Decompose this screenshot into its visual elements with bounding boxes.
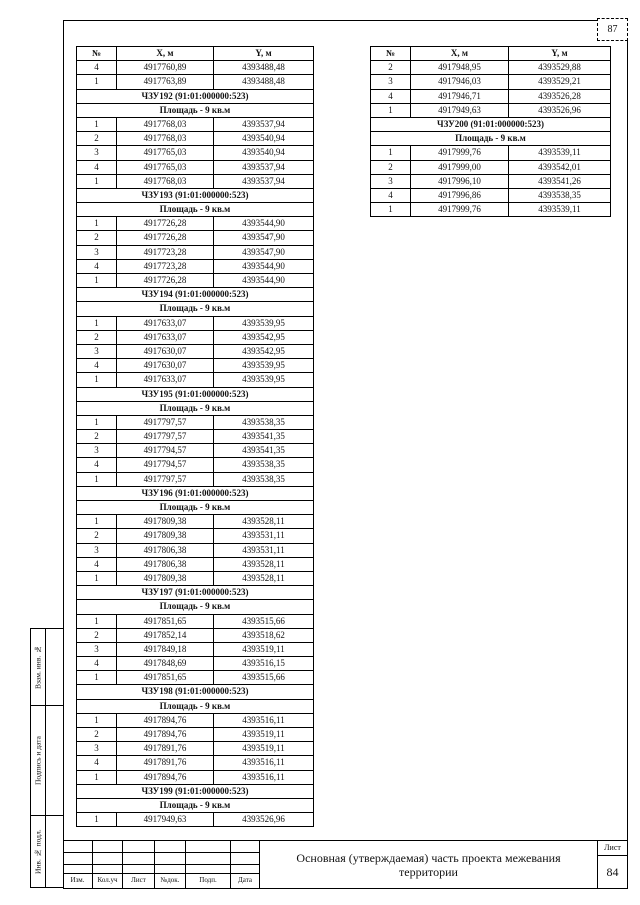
x-coordinate: 4917891,76 — [117, 756, 214, 770]
x-coordinate: 4917763,89 — [117, 75, 214, 89]
section-title: Площадь - 9 кв.м — [77, 799, 314, 813]
table-row — [371, 61, 611, 75]
y-coordinate: 4393526,28 — [509, 90, 611, 104]
y-coordinate: 4393516,11 — [214, 714, 314, 728]
point-number: 1 — [77, 217, 117, 231]
y-coordinate: 4393547,90 — [214, 246, 314, 260]
page-number-top: 87 — [597, 18, 628, 41]
stamp-cell — [63, 841, 93, 853]
y-coordinate: 4393529,88 — [509, 61, 611, 75]
x-coordinate: 4917630,07 — [117, 345, 214, 359]
table-row — [77, 643, 314, 657]
x-coordinate: 4917851,65 — [117, 615, 214, 629]
section-title-row — [77, 700, 314, 714]
section-title-row — [77, 501, 314, 515]
x-coordinate: 4917723,28 — [117, 260, 214, 274]
x-coordinate: 4917946,03 — [411, 75, 509, 89]
sheet-number: 84 — [606, 865, 619, 879]
point-number: 1 — [77, 373, 117, 387]
table-row — [77, 175, 314, 189]
section-title: ЧЗУ198 (91:01:000000:523) — [77, 685, 314, 699]
stamp-cell — [155, 865, 186, 874]
y-coordinate: 4393531,11 — [214, 544, 314, 558]
stamp-label-signature: Подп. — [186, 874, 231, 888]
point-number: 3 — [371, 75, 411, 89]
table-row — [371, 90, 611, 104]
point-number: 2 — [371, 61, 411, 75]
stamp-cell — [231, 841, 260, 853]
point-number: 1 — [371, 203, 411, 217]
header-number: № — [77, 47, 117, 61]
point-number: 4 — [371, 90, 411, 104]
section-title-row — [77, 288, 314, 302]
y-coordinate: 4393539,95 — [214, 359, 314, 373]
stamp-cell — [123, 841, 155, 853]
y-coordinate: 4393538,35 — [214, 458, 314, 472]
table-row — [77, 246, 314, 260]
x-coordinate: 4917894,76 — [117, 771, 214, 785]
table-row — [77, 771, 314, 785]
x-coordinate: 4917891,76 — [117, 742, 214, 756]
x-coordinate: 4917948,95 — [411, 61, 509, 75]
section-title-row — [77, 402, 314, 416]
point-number: 1 — [77, 671, 117, 685]
x-coordinate: 4917794,57 — [117, 458, 214, 472]
y-coordinate: 4393542,95 — [214, 331, 314, 345]
point-number: 1 — [77, 572, 117, 586]
table-row — [77, 714, 314, 728]
x-coordinate: 4917949,63 — [117, 813, 214, 827]
y-coordinate: 4393539,11 — [509, 203, 611, 217]
point-number: 2 — [77, 529, 117, 543]
table-row — [371, 175, 611, 189]
stamp-cell — [231, 853, 260, 865]
table-row — [77, 217, 314, 231]
y-coordinate: 4393529,21 — [509, 75, 611, 89]
y-coordinate: 4393538,35 — [214, 473, 314, 487]
replacement-inventory-label: Взам. инв. № — [33, 644, 43, 690]
table-row — [77, 458, 314, 472]
stamp-cell — [186, 853, 231, 865]
stamp-cell — [155, 841, 186, 853]
table-row — [77, 572, 314, 586]
header-x: X, м — [117, 47, 214, 61]
y-coordinate: 4393488,48 — [214, 75, 314, 89]
y-coordinate: 4393537,94 — [214, 118, 314, 132]
section-title-row — [77, 388, 314, 402]
point-number: 4 — [77, 458, 117, 472]
section-title: ЧЗУ197 (91:01:000000:523) — [77, 586, 314, 600]
y-coordinate: 4393544,90 — [214, 274, 314, 288]
section-title-row — [77, 189, 314, 203]
table-row — [77, 615, 314, 629]
x-coordinate: 4917794,57 — [117, 444, 214, 458]
y-coordinate: 4393516,15 — [214, 657, 314, 671]
table-row — [77, 260, 314, 274]
x-coordinate: 4917760,89 — [117, 61, 214, 75]
stamp-cell — [186, 841, 231, 853]
table-row — [77, 515, 314, 529]
sheet-cell — [597, 841, 627, 888]
section-title: Площадь - 9 кв.м — [77, 501, 314, 515]
x-coordinate: 4917806,38 — [117, 544, 214, 558]
table-row — [77, 373, 314, 387]
section-title-row — [77, 302, 314, 316]
stamp-label-date: Дата — [231, 874, 260, 888]
x-coordinate: 4917996,10 — [411, 175, 509, 189]
table-row — [77, 558, 314, 572]
point-number: 4 — [77, 756, 117, 770]
stamp-cell — [63, 865, 93, 874]
point-number: 1 — [77, 274, 117, 288]
stamp-cell — [186, 865, 231, 874]
point-number: 3 — [77, 146, 117, 160]
section-title-row — [77, 685, 314, 699]
section-title-row — [371, 118, 611, 132]
section-title: Площадь - 9 кв.м — [77, 203, 314, 217]
x-coordinate: 4917633,07 — [117, 373, 214, 387]
table-row — [77, 544, 314, 558]
side-stamp — [30, 628, 63, 888]
section-title-row — [77, 600, 314, 614]
table-row — [77, 359, 314, 373]
table-row — [77, 317, 314, 331]
point-number: 3 — [77, 643, 117, 657]
y-coordinate: 4393528,11 — [214, 558, 314, 572]
table-row — [77, 529, 314, 543]
y-coordinate: 4393541,35 — [214, 444, 314, 458]
section-title-row — [77, 785, 314, 799]
y-coordinate: 4393531,11 — [214, 529, 314, 543]
table-row — [77, 756, 314, 770]
table-row — [371, 189, 611, 203]
y-coordinate: 4393519,11 — [214, 643, 314, 657]
signature-date-label: Подпись и дата — [33, 736, 43, 785]
y-coordinate: 4393540,94 — [214, 132, 314, 146]
table-row — [371, 104, 611, 118]
point-number: 1 — [77, 615, 117, 629]
table-row — [77, 629, 314, 643]
table-row — [77, 416, 314, 430]
section-title: Площадь - 9 кв.м — [371, 132, 611, 146]
point-number: 2 — [77, 132, 117, 146]
side-row-replacement — [30, 628, 63, 705]
table-row — [77, 331, 314, 345]
section-title: ЧЗУ200 (91:01:000000:523) — [371, 118, 611, 132]
table-row — [77, 75, 314, 89]
y-coordinate: 4393544,90 — [214, 217, 314, 231]
point-number: 4 — [77, 260, 117, 274]
y-coordinate: 4393516,11 — [214, 756, 314, 770]
point-number: 4 — [371, 189, 411, 203]
point-number: 1 — [77, 75, 117, 89]
stamp-cell — [123, 853, 155, 865]
x-coordinate: 4917894,76 — [117, 714, 214, 728]
table-row — [77, 742, 314, 756]
point-number: 2 — [77, 231, 117, 245]
y-coordinate: 4393537,94 — [214, 175, 314, 189]
section-title: ЧЗУ195 (91:01:000000:523) — [77, 388, 314, 402]
table-row — [77, 146, 314, 160]
x-coordinate: 4917797,57 — [117, 430, 214, 444]
point-number: 1 — [77, 317, 117, 331]
x-coordinate: 4917806,38 — [117, 558, 214, 572]
section-title: ЧЗУ199 (91:01:000000:523) — [77, 785, 314, 799]
x-coordinate: 4917768,03 — [117, 118, 214, 132]
x-coordinate: 4917809,38 — [117, 515, 214, 529]
table-row — [77, 132, 314, 146]
side-row-signature — [30, 705, 63, 815]
section-title-row — [77, 104, 314, 118]
section-title: Площадь - 9 кв.м — [77, 402, 314, 416]
point-number: 2 — [77, 728, 117, 742]
point-number: 1 — [371, 104, 411, 118]
stamp-cell — [123, 865, 155, 874]
x-coordinate: 4917797,57 — [117, 416, 214, 430]
point-number: 3 — [77, 444, 117, 458]
y-coordinate: 4393526,96 — [214, 813, 314, 827]
x-coordinate: 4917996,86 — [411, 189, 509, 203]
table-row — [77, 657, 314, 671]
x-coordinate: 4917726,28 — [117, 231, 214, 245]
y-coordinate: 4393519,11 — [214, 728, 314, 742]
stamp-label-count: Кол.уч — [93, 874, 123, 888]
table-row — [77, 444, 314, 458]
point-number: 4 — [77, 558, 117, 572]
x-coordinate: 4917726,28 — [117, 217, 214, 231]
x-coordinate: 4917765,03 — [117, 161, 214, 175]
x-coordinate: 4917726,28 — [117, 274, 214, 288]
y-coordinate: 4393488,48 — [214, 61, 314, 75]
x-coordinate: 4917894,76 — [117, 728, 214, 742]
y-coordinate: 4393542,01 — [509, 161, 611, 175]
stamp-label-change: Изм. — [63, 874, 93, 888]
y-coordinate: 4393547,90 — [214, 231, 314, 245]
y-coordinate: 4393528,11 — [214, 572, 314, 586]
section-title: ЧЗУ193 (91:01:000000:523) — [77, 189, 314, 203]
x-coordinate: 4917633,07 — [117, 331, 214, 345]
y-coordinate: 4393544,90 — [214, 260, 314, 274]
point-number: 1 — [77, 416, 117, 430]
table-row — [77, 274, 314, 288]
y-coordinate: 4393515,66 — [214, 671, 314, 685]
table-header-row — [371, 47, 611, 61]
x-coordinate: 4917999,00 — [411, 161, 509, 175]
section-title-row — [77, 586, 314, 600]
table-row — [77, 671, 314, 685]
section-title: Площадь - 9 кв.м — [77, 104, 314, 118]
x-coordinate: 4917999,76 — [411, 203, 509, 217]
side-row-original — [30, 815, 63, 888]
table-row — [77, 61, 314, 75]
document-title: Основная (утверждаемая) часть проекта межевания территории — [296, 850, 561, 879]
point-number: 1 — [77, 515, 117, 529]
table-row — [77, 430, 314, 444]
table-row — [77, 231, 314, 245]
y-coordinate: 4393518,62 — [214, 629, 314, 643]
table-row — [77, 118, 314, 132]
header-y: Y, м — [214, 47, 314, 61]
table-row — [371, 161, 611, 175]
y-coordinate: 4393539,95 — [214, 373, 314, 387]
header-number: № — [371, 47, 411, 61]
y-coordinate: 4393528,11 — [214, 515, 314, 529]
section-title: ЧЗУ194 (91:01:000000:523) — [77, 288, 314, 302]
point-number: 4 — [77, 161, 117, 175]
section-title-row — [77, 799, 314, 813]
y-coordinate: 4393526,96 — [509, 104, 611, 118]
point-number: 4 — [77, 359, 117, 373]
stamp-cell — [155, 853, 186, 865]
y-coordinate: 4393538,35 — [509, 189, 611, 203]
original-inventory-label: Инв. № подл. — [33, 829, 43, 874]
section-title: Площадь - 9 кв.м — [77, 700, 314, 714]
x-coordinate: 4917630,07 — [117, 359, 214, 373]
table-row — [77, 345, 314, 359]
x-coordinate: 4917768,03 — [117, 175, 214, 189]
y-coordinate: 4393538,35 — [214, 416, 314, 430]
x-coordinate: 4917797,57 — [117, 473, 214, 487]
y-coordinate: 4393537,94 — [214, 161, 314, 175]
table-row — [77, 728, 314, 742]
stamp-cell — [93, 853, 123, 865]
x-coordinate: 4917768,03 — [117, 132, 214, 146]
y-coordinate: 4393515,66 — [214, 615, 314, 629]
point-number: 1 — [77, 473, 117, 487]
stamp-label-doc-number: №док. — [155, 874, 186, 888]
x-coordinate: 4917949,63 — [411, 104, 509, 118]
point-number: 1 — [77, 118, 117, 132]
document-title-cell — [260, 841, 597, 888]
point-number: 2 — [371, 161, 411, 175]
point-number: 2 — [77, 430, 117, 444]
sheet-label: Лист — [598, 841, 627, 856]
y-coordinate: 4393519,11 — [214, 742, 314, 756]
x-coordinate: 4917809,38 — [117, 529, 214, 543]
point-number: 1 — [371, 146, 411, 160]
section-title: ЧЗУ196 (91:01:000000:523) — [77, 487, 314, 501]
section-title-row — [77, 203, 314, 217]
x-coordinate: 4917999,76 — [411, 146, 509, 160]
point-number: 3 — [77, 742, 117, 756]
table-row — [371, 146, 611, 160]
x-coordinate: 4917849,18 — [117, 643, 214, 657]
y-coordinate: 4393540,94 — [214, 146, 314, 160]
y-coordinate: 4393539,11 — [509, 146, 611, 160]
table-row — [77, 473, 314, 487]
x-coordinate: 4917946,71 — [411, 90, 509, 104]
point-number: 4 — [77, 61, 117, 75]
coordinates-table-right — [370, 46, 611, 217]
stamp-cell — [63, 853, 93, 865]
table-row — [371, 203, 611, 217]
x-coordinate: 4917633,07 — [117, 317, 214, 331]
y-coordinate: 4393516,11 — [214, 771, 314, 785]
table-row — [77, 813, 314, 827]
coordinates-table-left — [76, 46, 314, 827]
point-number: 2 — [77, 331, 117, 345]
y-coordinate: 4393542,95 — [214, 345, 314, 359]
point-number: 3 — [371, 175, 411, 189]
point-number: 1 — [77, 714, 117, 728]
table-header-row — [77, 47, 314, 61]
point-number: 3 — [77, 544, 117, 558]
point-number: 3 — [77, 345, 117, 359]
table-row — [77, 161, 314, 175]
stamp-cell — [231, 865, 260, 874]
section-title-row — [77, 487, 314, 501]
x-coordinate: 4917848,69 — [117, 657, 214, 671]
section-title-row — [371, 132, 611, 146]
table-row — [371, 75, 611, 89]
point-number: 1 — [77, 175, 117, 189]
section-title-row — [77, 90, 314, 104]
point-number: 4 — [77, 657, 117, 671]
x-coordinate: 4917723,28 — [117, 246, 214, 260]
section-title: Площадь - 9 кв.м — [77, 600, 314, 614]
x-coordinate: 4917852,14 — [117, 629, 214, 643]
x-coordinate: 4917765,03 — [117, 146, 214, 160]
point-number: 1 — [77, 813, 117, 827]
x-coordinate: 4917809,38 — [117, 572, 214, 586]
header-y: Y, м — [509, 47, 611, 61]
y-coordinate: 4393541,35 — [214, 430, 314, 444]
x-coordinate: 4917851,65 — [117, 671, 214, 685]
y-coordinate: 4393541,26 — [509, 175, 611, 189]
header-x: X, м — [411, 47, 509, 61]
section-title: Площадь - 9 кв.м — [77, 302, 314, 316]
y-coordinate: 4393539,95 — [214, 317, 314, 331]
stamp-cell — [93, 841, 123, 853]
point-number: 2 — [77, 629, 117, 643]
point-number: 3 — [77, 246, 117, 260]
revision-grid — [63, 841, 260, 888]
stamp-label-sheet: Лист — [123, 874, 155, 888]
stamp-cell — [93, 865, 123, 874]
section-title: ЧЗУ192 (91:01:000000:523) — [77, 90, 314, 104]
point-number: 1 — [77, 771, 117, 785]
